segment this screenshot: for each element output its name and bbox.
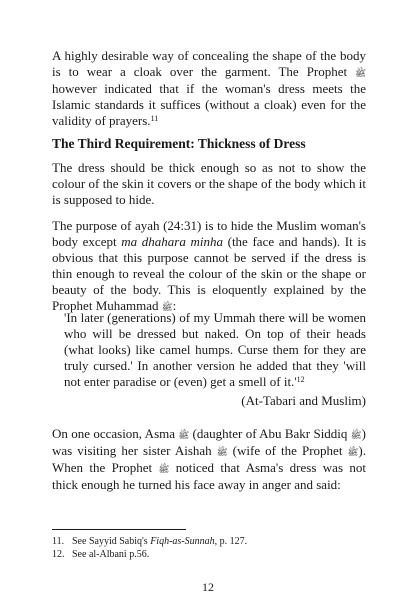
footnote-11 <box>52 536 366 547</box>
footnote-number: 11. <box>52 536 65 547</box>
honorific-symbol: ﷺ <box>178 430 190 440</box>
paragraph-asma-text-4: (wife of the Prophet <box>227 443 348 458</box>
paragraph-asma-text-1: On one occasion, Asma <box>52 426 179 441</box>
paragraph-purpose-text-2: (the face and hands). It is obvious that this purpose cannot be served if the dress is thin enough to reveal the colour of the skin or the shape or beauty of the body. This is eloquently explained by the Prophet Muhammad <box>52 234 366 313</box>
footnote-text: See Sayyid Sabiq's <box>72 536 151 547</box>
quote-attribution: (At-Tabari and Muslim) <box>241 393 366 408</box>
paragraph-asma-text-5: ). When the Prophet <box>52 443 366 475</box>
paragraph-cloak <box>52 48 366 129</box>
honorific-symbol: ﷺ <box>350 430 362 440</box>
honorific-symbol: ﷺ <box>161 302 173 312</box>
paragraph-purpose-text-1: The purpose of ayah (24:31) is to hide the Muslim woman's body except <box>52 218 366 249</box>
footnote-text: See al-Albani p.56. <box>72 549 150 560</box>
footnote-12 <box>52 549 366 560</box>
hadith-quote-text: 'In later (generations) of my Ummah there will be women who will be dressed but naked. On top of their heads (what looks) like camel humps. Curse them for they are truly cursed.' In another version he added that they 'will not enter paradise or (even) get a smell of it.' <box>64 310 366 389</box>
page-number: 12 <box>202 580 214 594</box>
footnote-ref-11: 11 <box>150 114 159 123</box>
paragraph-thickness: The dress should be thick enough so as not to show the colour of the skin it covers or the shape of the body which it is supposed to hide. <box>52 160 366 207</box>
footnote-book-title: Fiqh-as-Sunnah <box>150 536 215 547</box>
footnote-ref-12: 12 <box>296 375 305 384</box>
paragraph-asma <box>52 426 366 493</box>
section-heading: The Third Requirement: Thickness of Dress <box>52 136 306 151</box>
paragraph-asma-text-6: noticed that Asma's dress was not thick enough he turned his face away in anger and said: <box>52 460 366 492</box>
paragraph-purpose <box>52 218 366 315</box>
footnote-divider <box>52 529 186 530</box>
italic-term: ma dhahara minha <box>121 234 223 249</box>
honorific-symbol: ﷺ <box>347 447 359 457</box>
footnote-number: 12. <box>52 549 65 560</box>
honorific-symbol: ﷺ <box>355 68 366 78</box>
honorific-symbol: ﷺ <box>216 447 228 457</box>
paragraph-asma-text-2: (daughter of Abu Bakr Siddiq <box>189 426 351 441</box>
honorific-symbol: ﷺ <box>158 464 170 474</box>
paragraph-asma-text-3: ) was visiting her sister Aishah <box>52 426 366 458</box>
footnote-text-2: , p. 127. <box>214 536 248 547</box>
hadith-quote <box>64 310 366 390</box>
paragraph-purpose-text-3: : <box>172 298 177 313</box>
paragraph-cloak-text: A highly desirable way of concealing the shape of the body is to wear a cloak over the garment. The Prophet <box>52 48 366 79</box>
paragraph-cloak-text-2: however indicated that if the woman's dress meets the Islamic standards it suffices (without a cloak) even for the validity of prayers. <box>52 81 366 128</box>
